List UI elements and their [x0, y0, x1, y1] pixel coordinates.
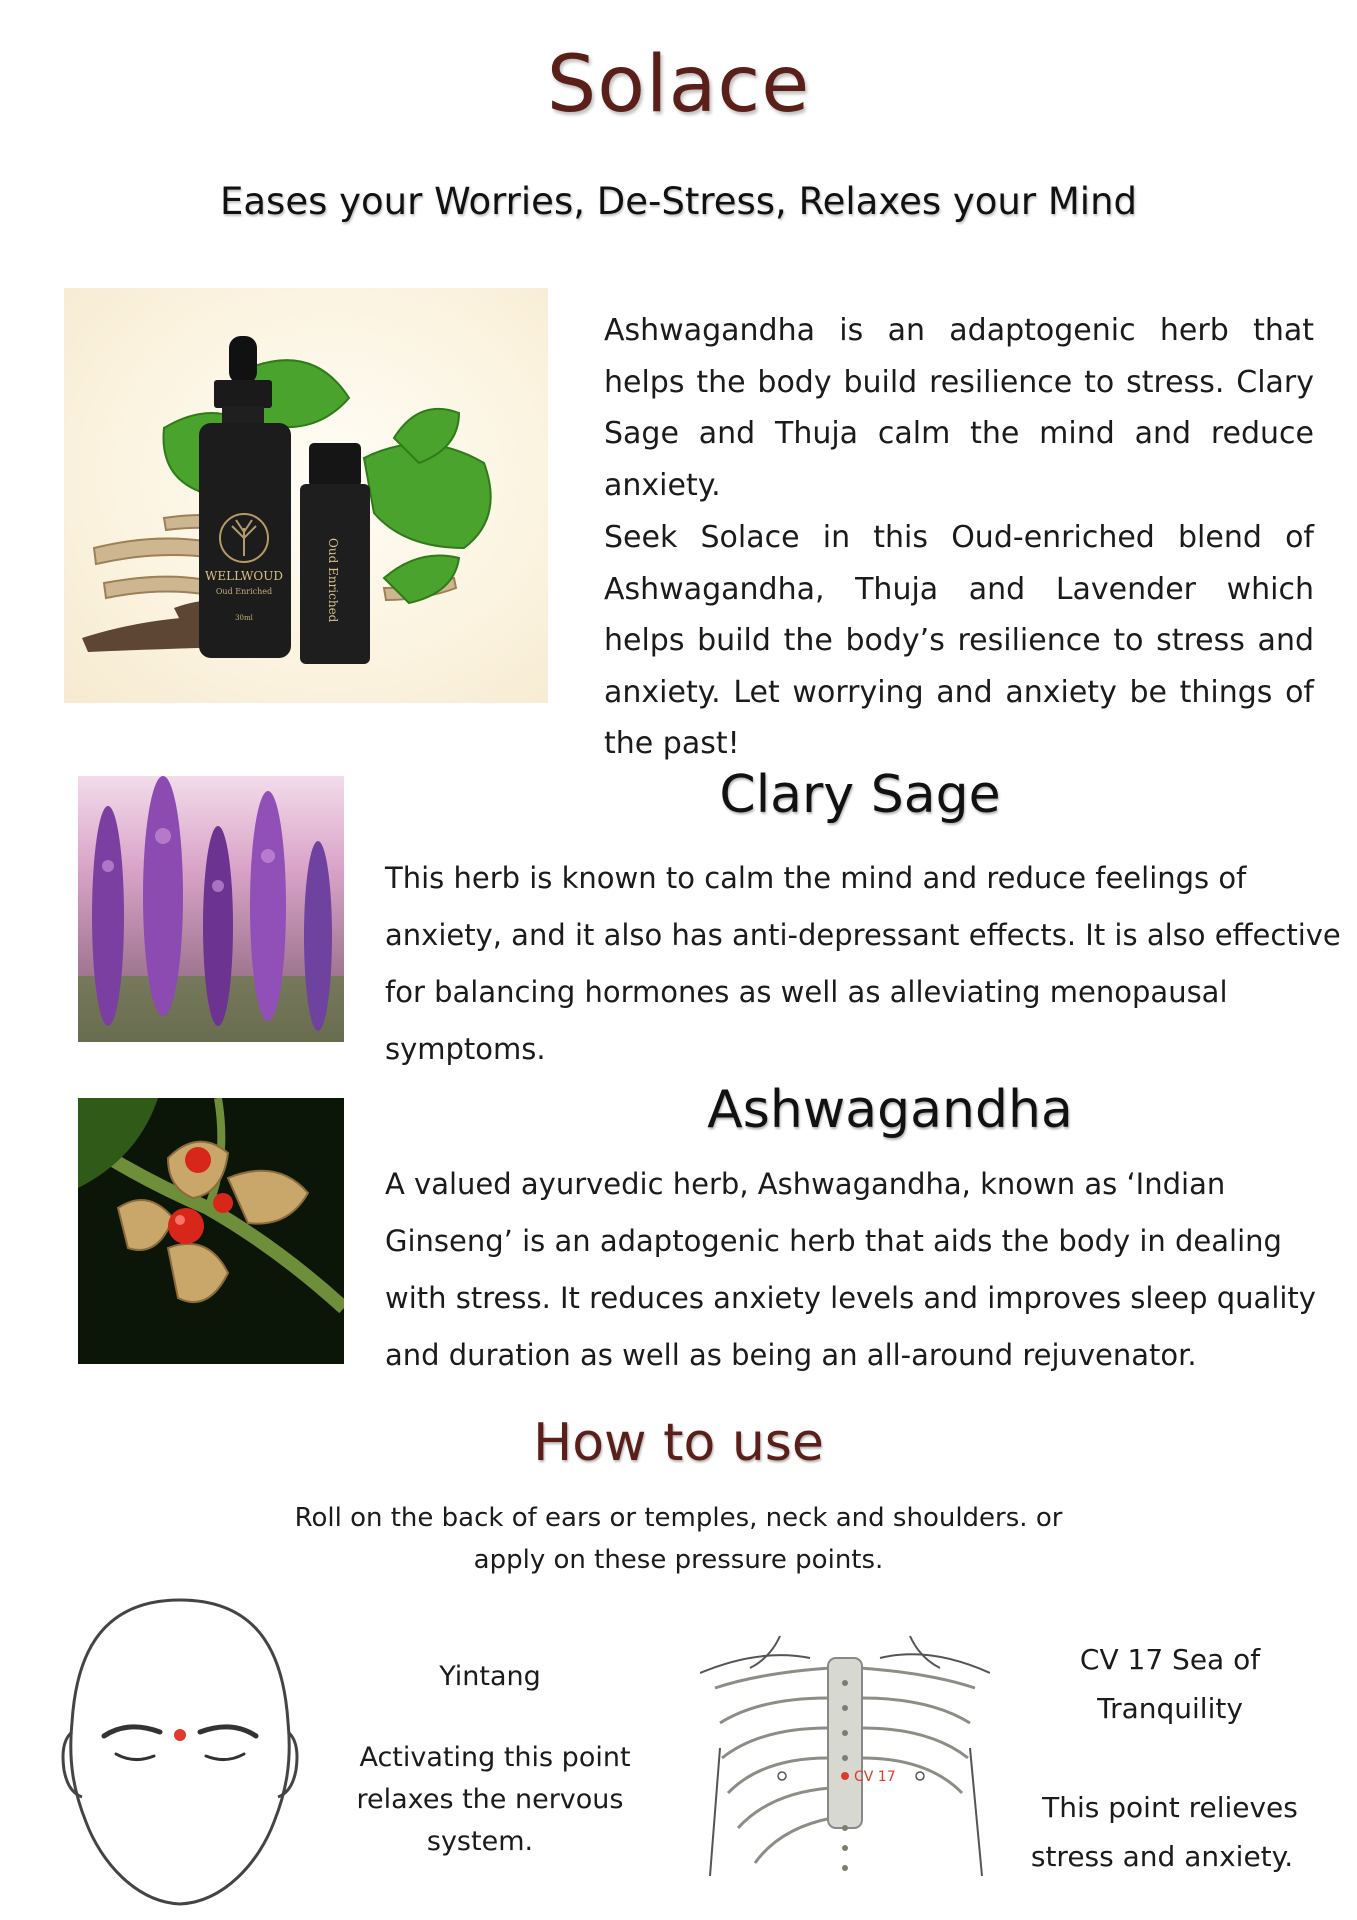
page-title: Solace	[546, 40, 811, 130]
ashwagandha-heading: Ashwagandha	[707, 1080, 1073, 1140]
product-image	[64, 288, 548, 703]
how-to-use-line1: Roll on the back of ears or temples, neck and shoulders. or	[294, 1503, 1063, 1533]
bottle-size-text: 30ml	[235, 614, 253, 622]
clary-sage-heading: Clary Sage	[719, 765, 1001, 825]
cv17-name-1: CV 17 Sea of	[1079, 1643, 1261, 1676]
cv17-name-2: Tranquility	[1097, 1692, 1243, 1725]
product-pitch: Seek Solace in this Oud-enriched blend of Ashwagandha, Thuja and Lavender which helps build the body’s resilience to stress and anxiety. Let worrying and anxiety be things of the past!	[604, 520, 1314, 761]
cv17-point	[841, 1772, 849, 1780]
husks	[118, 1142, 308, 1302]
bottle-brand-text: WELLWOUD	[205, 569, 283, 583]
clary-sage-text: This herb is known to calm the mind and reduce feelings of anxiety, and it also has anti-depressant effects. It is also effective for balancing hormones as well as alleviating menopausal symptoms.	[385, 861, 1341, 1066]
cv17-desc-2: stress and anxiety.	[1030, 1840, 1294, 1873]
how-to-use-line2: apply on these pressure points.	[473, 1545, 884, 1575]
yintang-desc-3: system.	[426, 1826, 534, 1857]
clary-sage-image	[78, 776, 344, 1042]
roller-label-text: Oud Enriched	[326, 538, 340, 623]
tagline: Eases your Worries, De-Stress, Relaxes your Mind	[219, 180, 1137, 223]
roller-bottle	[300, 443, 370, 664]
yintang-desc-1: Activating this point	[359, 1742, 631, 1773]
yintang-desc-2: relaxes the nervous	[356, 1784, 624, 1815]
bottle-line-text: Oud Enriched	[215, 587, 273, 596]
face-diagram	[56, 1592, 304, 1914]
ashwagandha-text: A valued ayurvedic herb, Ashwagandha, known as ‘Indian Ginseng’ is an adaptogenic herb that aids the body in dealing with stress. It reduces anxiety levels and improves sleep quality and duration as well as being an all-around rejuvenator.	[385, 1167, 1316, 1372]
yintang-point	[174, 1729, 186, 1741]
cv17-diagram-label: CV 17	[854, 1769, 896, 1785]
cv17-desc-1: This point relieves	[1042, 1791, 1298, 1824]
product-intro: Ashwagandha is an adaptogenic herb that helps the body build resilience to stress. Clary Sage and Thuja calm the mind and reduce anxiety.	[604, 313, 1314, 503]
chest-diagram	[700, 1628, 990, 1878]
yintang-name: Yintang	[439, 1661, 541, 1692]
how-to-use-heading: How to use	[533, 1413, 824, 1473]
ashwagandha-image	[78, 1098, 344, 1364]
